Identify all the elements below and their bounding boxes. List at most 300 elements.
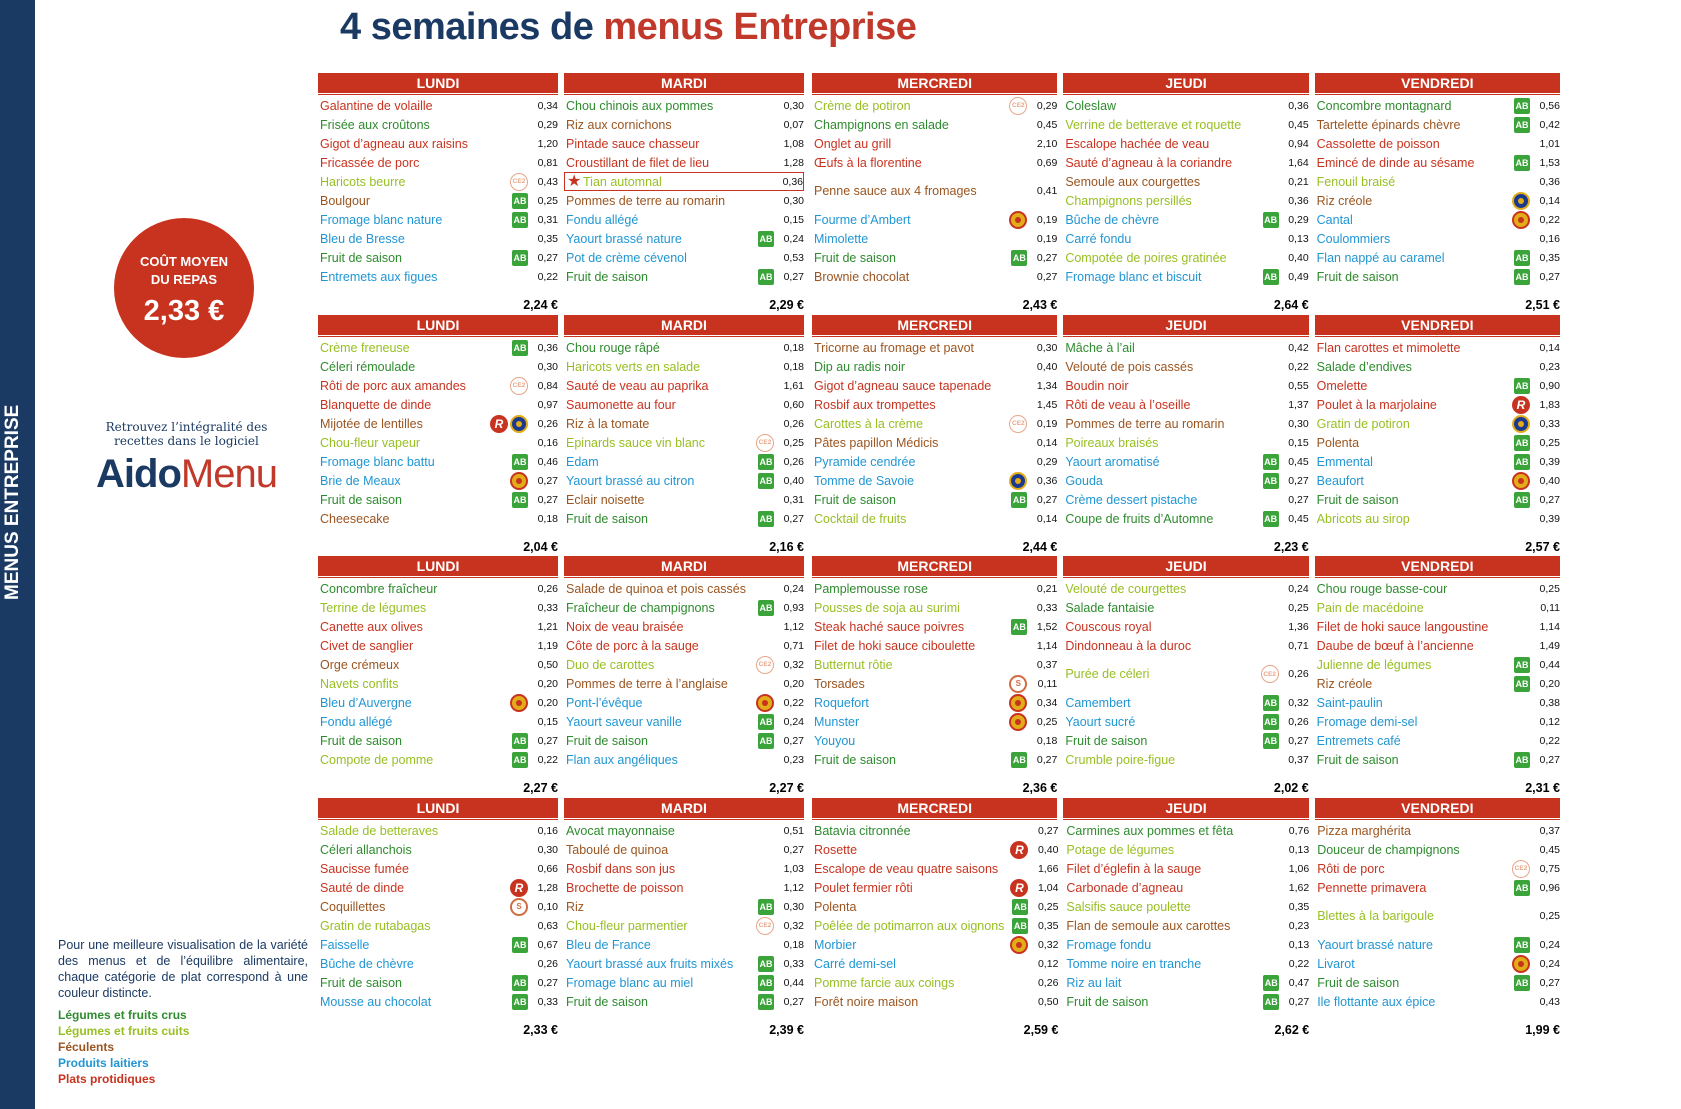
- day-column: [564, 579, 804, 801]
- dish-price: 0,26: [537, 582, 558, 595]
- dish-price: 0,40: [783, 474, 804, 487]
- organic-label-icon: AB: [1012, 918, 1028, 934]
- label-badges: [504, 975, 528, 991]
- day-header-vendredi: VENDREDI: [1315, 798, 1560, 818]
- dish-price: 0,32: [783, 658, 804, 671]
- dish-price: 0,10: [537, 900, 558, 913]
- menu-item: [812, 376, 1057, 395]
- day-header-mardi: MARDI: [564, 556, 804, 576]
- dish-name: Carbonade d’agneau: [1066, 880, 1184, 895]
- dish-name: Carottes à la crème: [814, 416, 924, 431]
- dish-price: 0,26: [783, 455, 804, 468]
- menu-item: [812, 636, 1057, 655]
- menu-item: [812, 210, 1057, 229]
- dish-name: Sauté de dinde: [320, 880, 405, 895]
- label-badges: [1255, 269, 1279, 285]
- label-badges: [504, 752, 528, 768]
- organic-label-icon: AB: [1514, 98, 1530, 114]
- dish-name: Duo de carottes: [566, 657, 655, 672]
- dish-name: Pommes de terre au romarin: [1065, 416, 1225, 431]
- organic-label-icon: AB: [512, 340, 528, 356]
- menu-item: [1063, 731, 1308, 750]
- menu-item: [812, 674, 1057, 693]
- dish-price: 0,53: [783, 251, 804, 264]
- organic-label-icon: AB: [758, 600, 774, 616]
- label-badges: [750, 656, 774, 674]
- dish-name: Rôti de porc: [1317, 861, 1385, 876]
- dish-name: Verrine de betterave et roquette: [1065, 117, 1242, 132]
- label-badges: [494, 415, 528, 433]
- dish-name: Taboulé de quinoa: [566, 842, 669, 857]
- menu-item: [1063, 617, 1308, 636]
- badge-group: [1263, 269, 1279, 285]
- dish-name: Navets confits: [320, 676, 399, 691]
- aop-label-icon: [756, 694, 774, 712]
- label-badges: [504, 694, 528, 712]
- menu-item: [1064, 954, 1309, 973]
- hve-label-icon: CE2: [1009, 97, 1027, 115]
- badge-group: [512, 733, 528, 749]
- legend-category: Légumes et fruits crus: [58, 1008, 187, 1022]
- dish-name: Fenouil braisé: [1316, 174, 1396, 189]
- dish-name: Noix de veau braisée: [566, 619, 684, 634]
- menu-item: [812, 693, 1057, 712]
- dish-price: 0,40: [1036, 360, 1058, 373]
- menu-item: [318, 897, 558, 916]
- dish-name: Sauté d’agneau à la coriandre: [1065, 155, 1233, 170]
- badge-group: [758, 231, 774, 247]
- organic-label-icon: AB: [1514, 880, 1530, 896]
- dish-name: Crumble poire-figue: [1065, 752, 1176, 767]
- menu-item: [1315, 878, 1560, 897]
- label-badges: [750, 956, 774, 972]
- menu-item: [564, 96, 804, 115]
- badge-group: [1514, 752, 1530, 768]
- igp-label-icon: [1009, 472, 1027, 490]
- dish-price: 1,04: [1037, 881, 1059, 894]
- dish-price: 0,45: [1288, 118, 1309, 131]
- dish-price: 0,40: [1539, 474, 1560, 487]
- menu-item: [564, 414, 804, 433]
- dish-name: Pomme farcie aux coings: [814, 975, 955, 990]
- menu-item: [318, 376, 558, 395]
- menu-item: [1063, 115, 1308, 134]
- label-badges: [504, 492, 528, 508]
- dish-price: 1,64: [1288, 156, 1309, 169]
- dish-name: Gigot d’agneau aux raisins: [320, 136, 469, 151]
- title-part1: 4 semaines de: [340, 6, 604, 48]
- label-badges: [1003, 752, 1027, 768]
- menu-item: [812, 452, 1057, 471]
- label-badges: [1003, 415, 1027, 433]
- organic-label-icon: AB: [758, 994, 774, 1010]
- menu-item: [812, 115, 1057, 134]
- dish-name: Pommes de terre à l’anglaise: [566, 676, 728, 691]
- dish-name: Fruit de saison: [814, 250, 896, 265]
- label-badges: [1255, 975, 1279, 991]
- label-badges: [504, 937, 528, 953]
- label-badges: [1003, 675, 1027, 693]
- menu-item: [318, 172, 558, 191]
- menu-items: [812, 338, 1057, 534]
- day-columns: [318, 821, 804, 1043]
- badge-group: [1514, 937, 1530, 953]
- dish-price: 0,21: [1036, 582, 1058, 595]
- badge-group: [1263, 454, 1279, 470]
- day-header-lundi: LUNDI: [318, 798, 558, 818]
- dish-price: 0,22: [1288, 360, 1309, 373]
- dish-price: 1,49: [1539, 639, 1560, 652]
- dish-name: Salade d’endives: [1316, 359, 1412, 374]
- badge-group: [1512, 192, 1530, 210]
- organic-label-icon: AB: [758, 975, 774, 991]
- menu-items: [318, 821, 558, 1017]
- badge-group: [510, 377, 528, 395]
- organic-label-icon: AB: [1263, 994, 1279, 1010]
- dish-price: 0,07: [783, 118, 804, 131]
- label-badges: [750, 473, 774, 489]
- dish-name: Côte de porc à la sauge: [566, 638, 699, 653]
- dish-name: Bleu de France: [566, 937, 651, 952]
- menu-item: [564, 338, 804, 357]
- hve-label-icon: CE2: [510, 173, 528, 191]
- aop-label-icon: [1512, 472, 1530, 490]
- dish-name: Velouté de pois cassés: [1065, 359, 1194, 374]
- label-badges: [1003, 250, 1027, 266]
- label-badges: [1255, 733, 1279, 749]
- dish-price: 0,97: [537, 398, 558, 411]
- dish-price: 1,14: [1539, 620, 1560, 633]
- organic-label-icon: AB: [1514, 378, 1530, 394]
- day-total: 1,99 €: [1525, 1023, 1560, 1037]
- dish-price: 0,15: [1288, 436, 1309, 449]
- dish-price: 0,16: [1539, 232, 1560, 245]
- label-badges: [750, 600, 774, 616]
- badge-group: [1514, 657, 1530, 673]
- dish-name: Croustillant de filet de lieu: [566, 155, 710, 170]
- menu-item: [1315, 840, 1560, 859]
- label-badges: [750, 511, 774, 527]
- badge-group: [758, 899, 774, 915]
- menu-items: [1063, 338, 1308, 534]
- menu-item: [318, 954, 558, 973]
- menu-item: [1315, 897, 1560, 935]
- dish-price: 0,84: [537, 379, 558, 392]
- dish-name: Fruit de saison: [566, 511, 648, 526]
- dish-price: 1,37: [1288, 398, 1309, 411]
- day-header-mercredi: MERCREDI: [812, 73, 1057, 93]
- dish-price: 0,30: [537, 360, 558, 373]
- menu-items: [1315, 579, 1560, 775]
- dish-name: Polenta: [1316, 435, 1360, 450]
- menu-item: [564, 579, 804, 598]
- dish-name: Pousses de soja au surimi: [814, 600, 960, 615]
- menu-item: [812, 134, 1057, 153]
- menu-item: [1315, 471, 1560, 490]
- dish-price: 1,66: [1037, 862, 1059, 875]
- menu-item: [564, 134, 804, 153]
- menu-item: [1063, 579, 1308, 598]
- dish-price: 0,50: [537, 658, 558, 671]
- dish-name: Coleslaw: [1065, 98, 1117, 113]
- dish-price: 1,28: [783, 156, 804, 169]
- menu-item: [564, 916, 804, 935]
- dish-name: Omelette: [1316, 378, 1368, 393]
- dish-price: 0,20: [537, 696, 558, 709]
- dish-price: 0,25: [1539, 910, 1560, 922]
- promo-line-2: recettes dans le logiciel: [114, 434, 259, 448]
- dish-name: Salade fantaisie: [1065, 600, 1155, 615]
- dish-name: Eclair noisette: [566, 492, 645, 507]
- dish-price: 0,18: [783, 360, 804, 373]
- dish-price: 0,45: [1539, 843, 1560, 856]
- menu-item: [564, 229, 804, 248]
- dish-name: Riz créole: [1316, 193, 1373, 208]
- menu-item: [1063, 433, 1308, 452]
- dish-name: Coupe de fruits d’Automne: [1065, 511, 1214, 526]
- menu-item: [812, 248, 1057, 267]
- dish-name: Filet de hoki sauce langoustine: [1316, 619, 1489, 634]
- menu-item: [812, 357, 1057, 376]
- label-badges: [1255, 994, 1279, 1010]
- label-badges: [1003, 694, 1027, 712]
- dish-name: Cassolette de poisson: [1316, 136, 1440, 151]
- menu-item: [564, 357, 804, 376]
- day-column: [564, 821, 804, 1043]
- menu-item: [1315, 210, 1560, 229]
- aop-label-icon: [510, 694, 528, 712]
- menu-item: [564, 376, 804, 395]
- badge-group: [1512, 211, 1530, 229]
- dish-name: Poêlée de potimarron aux oignons: [814, 918, 1005, 933]
- legend-category: Féculents: [58, 1040, 115, 1054]
- menu-item: [564, 973, 804, 992]
- label-badges: [1255, 454, 1279, 470]
- dish-name: Entremets aux figues: [320, 269, 438, 284]
- aidomenu-logo[interactable]: [84, 452, 289, 497]
- day-total: 2,24 €: [523, 298, 558, 312]
- menu-items: [1315, 821, 1560, 1017]
- badge-group: [758, 269, 774, 285]
- dish-name: Forêt noire maison: [814, 994, 919, 1009]
- day-column: [1315, 338, 1560, 560]
- badge-group: [1514, 492, 1530, 508]
- day-total: 2,44 €: [1022, 540, 1058, 554]
- dish-name: Crème dessert pistache: [1065, 492, 1198, 507]
- dish-name: Céleri allanchois: [320, 842, 412, 857]
- label-badges: [1506, 454, 1530, 470]
- menu-item: [1063, 153, 1308, 172]
- week-4-block: [318, 798, 804, 1043]
- dish-price: 0,42: [1539, 118, 1560, 131]
- dish-price: 0,29: [1036, 455, 1058, 468]
- menu-item: [1063, 598, 1308, 617]
- day-total: 2,62 €: [1274, 1023, 1310, 1037]
- dish-price: 0,29: [1036, 99, 1058, 112]
- dish-price: 0,25: [1539, 436, 1560, 449]
- dish-price: 0,27: [1288, 734, 1309, 747]
- organic-label-icon: AB: [512, 937, 528, 953]
- dish-price: 0,32: [1037, 938, 1059, 951]
- dish-price: 1,52: [1036, 620, 1058, 633]
- dish-price: 1,45: [1036, 398, 1058, 411]
- menu-item: [318, 973, 558, 992]
- aop-label-icon: [1512, 211, 1530, 229]
- menu-items: [812, 821, 1058, 1017]
- week-4-block: [812, 798, 1560, 1043]
- day-column: [318, 96, 558, 318]
- organic-label-icon: AB: [1514, 435, 1530, 451]
- menu-item: [564, 750, 804, 769]
- label-badges: [1004, 841, 1028, 859]
- day-total: 2,51 €: [1525, 298, 1560, 312]
- label-badges: [1004, 879, 1028, 897]
- dish-price: 0,45: [1036, 118, 1058, 131]
- label-badges: [504, 193, 528, 209]
- menu-item: [1063, 490, 1308, 509]
- dish-name: Mimolette: [814, 231, 869, 246]
- menu-item: [318, 712, 558, 731]
- organic-label-icon: AB: [1011, 250, 1027, 266]
- dish-name: Tomme de Savoie: [814, 473, 915, 488]
- badge-group: [1009, 97, 1027, 115]
- label-badges: [750, 454, 774, 470]
- menu-item: [318, 96, 558, 115]
- menu-item: [318, 859, 558, 878]
- menu-item: [318, 471, 558, 490]
- badge-group: [758, 511, 774, 527]
- dish-price: 0,12: [1037, 957, 1059, 970]
- week-1-block: [318, 73, 804, 318]
- dish-price: 0,76: [1288, 824, 1310, 837]
- badge-group: [1263, 714, 1279, 730]
- menu-item: [1315, 414, 1560, 433]
- menu-item: [318, 598, 558, 617]
- menu-item: [1063, 693, 1308, 712]
- dish-name: Camembert: [1065, 695, 1131, 710]
- day-total: 2,43 €: [1022, 298, 1058, 312]
- hve-label-icon: CE2: [756, 434, 774, 452]
- dish-price: 1,28: [537, 881, 558, 894]
- menu-item: [812, 821, 1058, 840]
- badge-group: [1512, 396, 1530, 414]
- dish-name: Flan carottes et mimolette: [1316, 340, 1461, 355]
- badge-group: [1263, 994, 1279, 1010]
- label-badges: [1506, 269, 1530, 285]
- organic-label-icon: AB: [1263, 269, 1279, 285]
- dish-price: 0,15: [783, 213, 804, 226]
- dish-price: 0,11: [1540, 601, 1560, 614]
- dish-name: Beaufort: [1316, 473, 1364, 488]
- menu-item: [318, 579, 558, 598]
- menu-item: [318, 229, 558, 248]
- dish-price: 0,30: [783, 900, 804, 913]
- dish-name: Batavia citronnée: [814, 823, 911, 838]
- dish-price: 0,38: [1539, 696, 1560, 709]
- dish-price: 0,41: [1036, 185, 1058, 197]
- dish-name: Daube de bœuf à l’ancienne: [1316, 638, 1474, 653]
- dish-price: 0,33: [1539, 417, 1560, 430]
- label-badges: [1506, 752, 1530, 768]
- dish-name: Galantine de volaille: [320, 98, 433, 113]
- day-column: [812, 821, 1058, 1043]
- dish-name: Dindonneau à la duroc: [1065, 638, 1192, 653]
- menu-item: [564, 153, 804, 172]
- week-1-block: [812, 73, 1560, 318]
- menu-item: [1315, 859, 1560, 878]
- dish-name: ★ Tian automnal: [565, 175, 749, 189]
- dish-price: 0,18: [537, 512, 558, 525]
- menu-item: [564, 878, 804, 897]
- day-header-mardi: MARDI: [564, 798, 804, 818]
- badge-group: [1514, 269, 1530, 285]
- menu-item: [1063, 210, 1308, 229]
- organic-label-icon: AB: [1514, 975, 1530, 991]
- organic-label-icon: AB: [512, 193, 528, 209]
- dish-price: 0,21: [1288, 175, 1309, 188]
- dish-price: 0,36: [782, 175, 803, 188]
- title-part2: menus Entreprise: [603, 6, 917, 48]
- dish-name: Concombre fraîcheur: [320, 581, 438, 596]
- dish-price: 0,31: [537, 213, 558, 226]
- dish-price: 0,29: [1288, 213, 1309, 226]
- organic-label-icon: AB: [1514, 937, 1530, 953]
- label-badges: [504, 454, 528, 470]
- dish-price: 0,27: [783, 734, 804, 747]
- sidebar-label: MENUS ENTREPRISE: [2, 404, 23, 600]
- dish-price: 1,08: [783, 137, 804, 150]
- day-header-row: [812, 315, 1560, 335]
- label-badges: [1506, 880, 1530, 896]
- badge-group: [1512, 860, 1530, 878]
- dish-name: Fondu allégé: [320, 714, 393, 729]
- day-column: [812, 96, 1057, 318]
- organic-label-icon: AB: [758, 231, 774, 247]
- dish-name: Boudin noir: [1065, 378, 1129, 393]
- dish-price: 0,24: [783, 582, 804, 595]
- menu-item: [318, 935, 558, 954]
- menu-item: [1063, 452, 1308, 471]
- dish-price: 0,50: [1037, 995, 1059, 1008]
- label-badges: [1506, 657, 1530, 673]
- dish-name: Fruit de saison: [1066, 994, 1149, 1009]
- organic-label-icon: AB: [512, 492, 528, 508]
- dish-price: 0,36: [1288, 194, 1309, 207]
- dish-price: 0,20: [783, 677, 804, 690]
- dish-name: Chou rouge râpé: [566, 340, 660, 355]
- badge-group: [510, 898, 528, 916]
- organic-label-icon: AB: [1263, 454, 1279, 470]
- dish-name: Salade de quinoa et pois cassés: [566, 581, 746, 596]
- dish-name: Fruit de saison: [1065, 733, 1148, 748]
- dish-name: Entremets café: [1316, 733, 1401, 748]
- dish-price: 0,24: [1288, 582, 1309, 595]
- day-column: [318, 821, 558, 1043]
- dish-name: Fondu allégé: [566, 212, 639, 227]
- dish-price: 0,24: [783, 715, 804, 728]
- day-total: 2,57 €: [1525, 540, 1560, 554]
- dish-price: 0,22: [1539, 734, 1560, 747]
- day-column: [1064, 821, 1309, 1043]
- menu-item: [318, 115, 558, 134]
- organic-label-icon: AB: [758, 454, 774, 470]
- dish-price: 0,24: [1539, 957, 1560, 970]
- dish-price: 0,13: [1288, 843, 1310, 856]
- menu-item: [812, 172, 1057, 210]
- dish-name: Fourme d’Ambert: [814, 212, 911, 227]
- label-badges: [1003, 97, 1027, 115]
- dish-name: Compotée de poires gratinée: [1065, 250, 1227, 265]
